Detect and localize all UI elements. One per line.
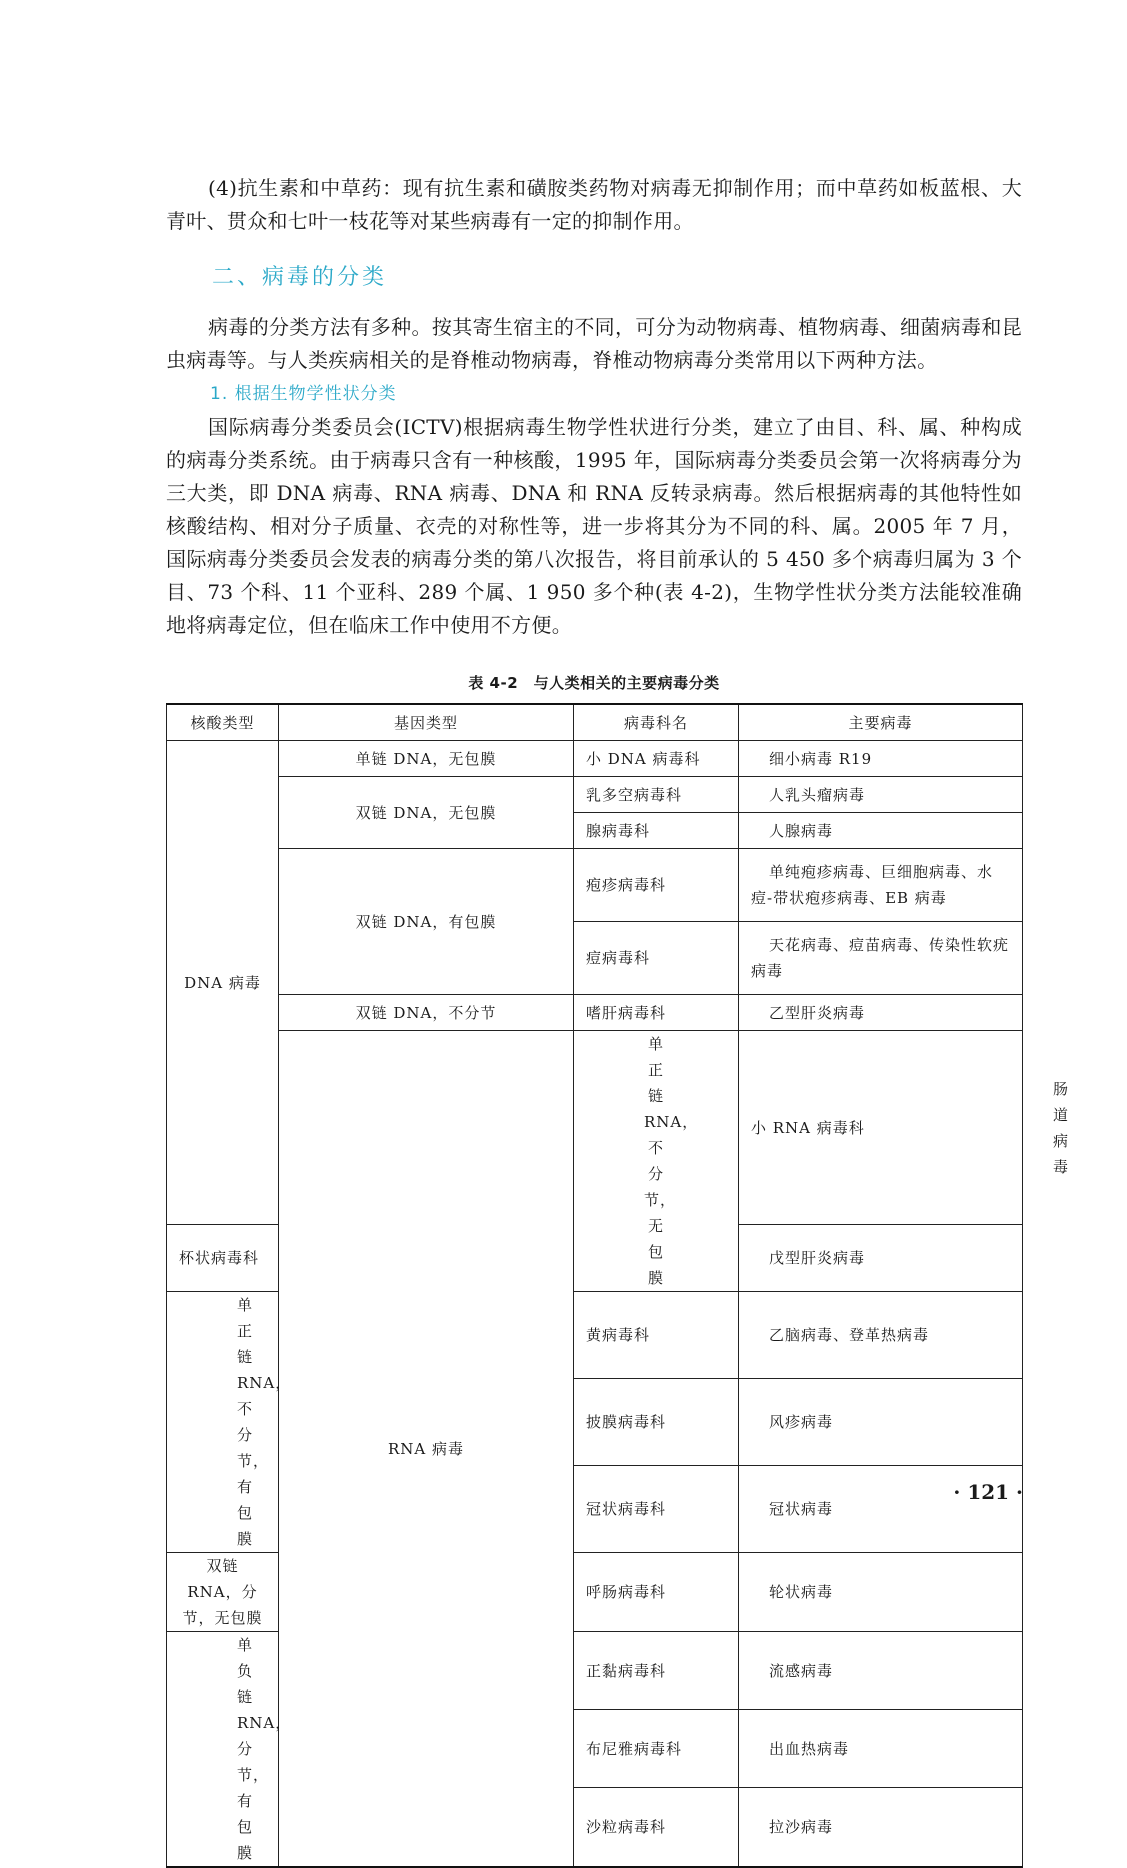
gene-cell: 单链 DNA，无包膜 <box>279 741 574 777</box>
header-gene-type: 基因类型 <box>279 704 574 741</box>
table-row <box>167 741 1023 777</box>
family-cell: 布尼雅病毒科 <box>574 1710 739 1788</box>
family-cell: 疱疹病毒科 <box>574 849 739 922</box>
virus-cell: 细小病毒 R19 <box>739 741 1023 777</box>
virus-cell: 轮状病毒 <box>739 1553 1023 1632</box>
virus-cell: 乙脑病毒、登革热病毒 <box>739 1292 1023 1379</box>
family-cell: 痘病毒科 <box>574 922 739 995</box>
gene-cell: 单负链 RNA，分节，有包膜 <box>167 1632 279 1868</box>
gene-cell: 单正链 RNA，不分节，有包膜 <box>167 1292 279 1553</box>
nucleic-rna-cell: RNA 病毒 <box>279 1031 574 1868</box>
page-content <box>166 172 1070 1868</box>
virus-cell: 冠状病毒 <box>739 1466 1023 1553</box>
family-cell: 冠状病毒科 <box>574 1466 739 1553</box>
virus-cell: 人腺病毒 <box>739 813 1023 849</box>
family-cell: 腺病毒科 <box>574 813 739 849</box>
subsection-paragraph: 国际病毒分类委员会(ICTV)根据病毒生物学性状进行分类，建立了由目、科、属、种构成的病毒分类系统。由于病毒只含有一种核酸，1995 年，国际病毒分类委员会第一次将病毒分为三大类，即 DNA 病毒、RNA 病毒、DNA 和 RNA 反转录病毒。然后根据病毒的其他特性如核酸结构、相对分子质量、衣壳的对称性等，进一步将其分为不同的科、属。2005 年 7 月，国际病毒分类委员会发表的病毒分类的第八次报告，将目前承认的 5 450 多个病毒归属为 3 个目、73 个科、11 个亚科、289 个属、1 950 多个种(表 4-2)，生物学性状分类方法能较准确地将病毒定位，但在临床工作中使用不方便。 <box>166 415 1022 637</box>
virus-cell: 单纯疱疹病毒、巨细胞病毒、水痘-带状疱疹病毒、EB 病毒 <box>739 849 1023 922</box>
header-main-virus: 主要病毒 <box>739 704 1023 741</box>
virus-cell: 人乳头瘤病毒 <box>739 777 1023 813</box>
family-cell: 小 DNA 病毒科 <box>574 741 739 777</box>
virus-cell: 拉沙病毒 <box>739 1788 1023 1867</box>
gene-cell: 双链 DNA，不分节 <box>279 995 574 1031</box>
family-cell: 沙粒病毒科 <box>574 1788 739 1867</box>
section-paragraph: 病毒的分类方法有多种。按其寄生宿主的不同，可分为动物病毒、植物病毒、细菌病毒和昆虫病毒等。与人类疾病相关的是脊椎动物病毒，脊椎动物病毒分类常用以下两种方法。 <box>166 315 1022 372</box>
virus-cell: 乙型肝炎病毒 <box>739 995 1023 1031</box>
nucleic-dna-cell: DNA 病毒 <box>167 741 279 1225</box>
gene-cell: 双链 DNA，有包膜 <box>279 849 574 995</box>
table-row <box>167 777 1023 813</box>
family-cell: 披膜病毒科 <box>574 1379 739 1466</box>
table-header-row <box>167 704 1023 741</box>
header-family: 病毒科名 <box>574 704 739 741</box>
table-row <box>167 849 1023 922</box>
virus-cell: 风疹病毒 <box>739 1379 1023 1466</box>
virus-classification-table <box>166 703 1070 1868</box>
page-number: · 121 · <box>953 1480 1023 1504</box>
gene-cell: 双链 DNA，无包膜 <box>279 777 574 849</box>
section-title: 二、病毒的分类 <box>212 265 388 290</box>
table-row <box>167 995 1023 1031</box>
family-cell: 小 RNA 病毒科 <box>739 1031 1023 1225</box>
family-cell: 杯状病毒科 <box>167 1225 279 1292</box>
table-row: RNA 病毒 单正链 RNA，不分节，无包膜 小 RNA 病毒科 肠道病毒 <box>167 1031 1023 1225</box>
subsection-title: 1. 根据生物学性状分类 <box>210 384 397 404</box>
family-cell: 呼肠病毒科 <box>574 1553 739 1632</box>
gene-cell: 双链 RNA，分节，无包膜 <box>167 1553 279 1632</box>
family-cell: 黄病毒科 <box>574 1292 739 1379</box>
intro-paragraph: (4)抗生素和中草药：现有抗生素和磺胺类药物对病毒无抑制作用；而中草药如板蓝根、大青叶、贯众和七叶一枝花等对某些病毒有一定的抑制作用。 <box>166 176 1022 233</box>
virus-cell: 流感病毒 <box>739 1632 1023 1710</box>
table-caption: 表 4-2 与人类相关的主要病毒分类 <box>468 674 720 692</box>
virus-cell: 出血热病毒 <box>739 1710 1023 1788</box>
virus-cell: 戊型肝炎病毒 <box>739 1225 1023 1292</box>
family-cell: 乳多空病毒科 <box>574 777 739 813</box>
family-cell: 正黏病毒科 <box>574 1632 739 1710</box>
virus-cell: 天花病毒、痘苗病毒、传染性软疣病毒 <box>739 922 1023 995</box>
family-cell: 嗜肝病毒科 <box>574 995 739 1031</box>
header-nucleic-type: 核酸类型 <box>167 704 279 741</box>
gene-cell: 单正链 RNA，不分节，无包膜 <box>574 1031 739 1292</box>
